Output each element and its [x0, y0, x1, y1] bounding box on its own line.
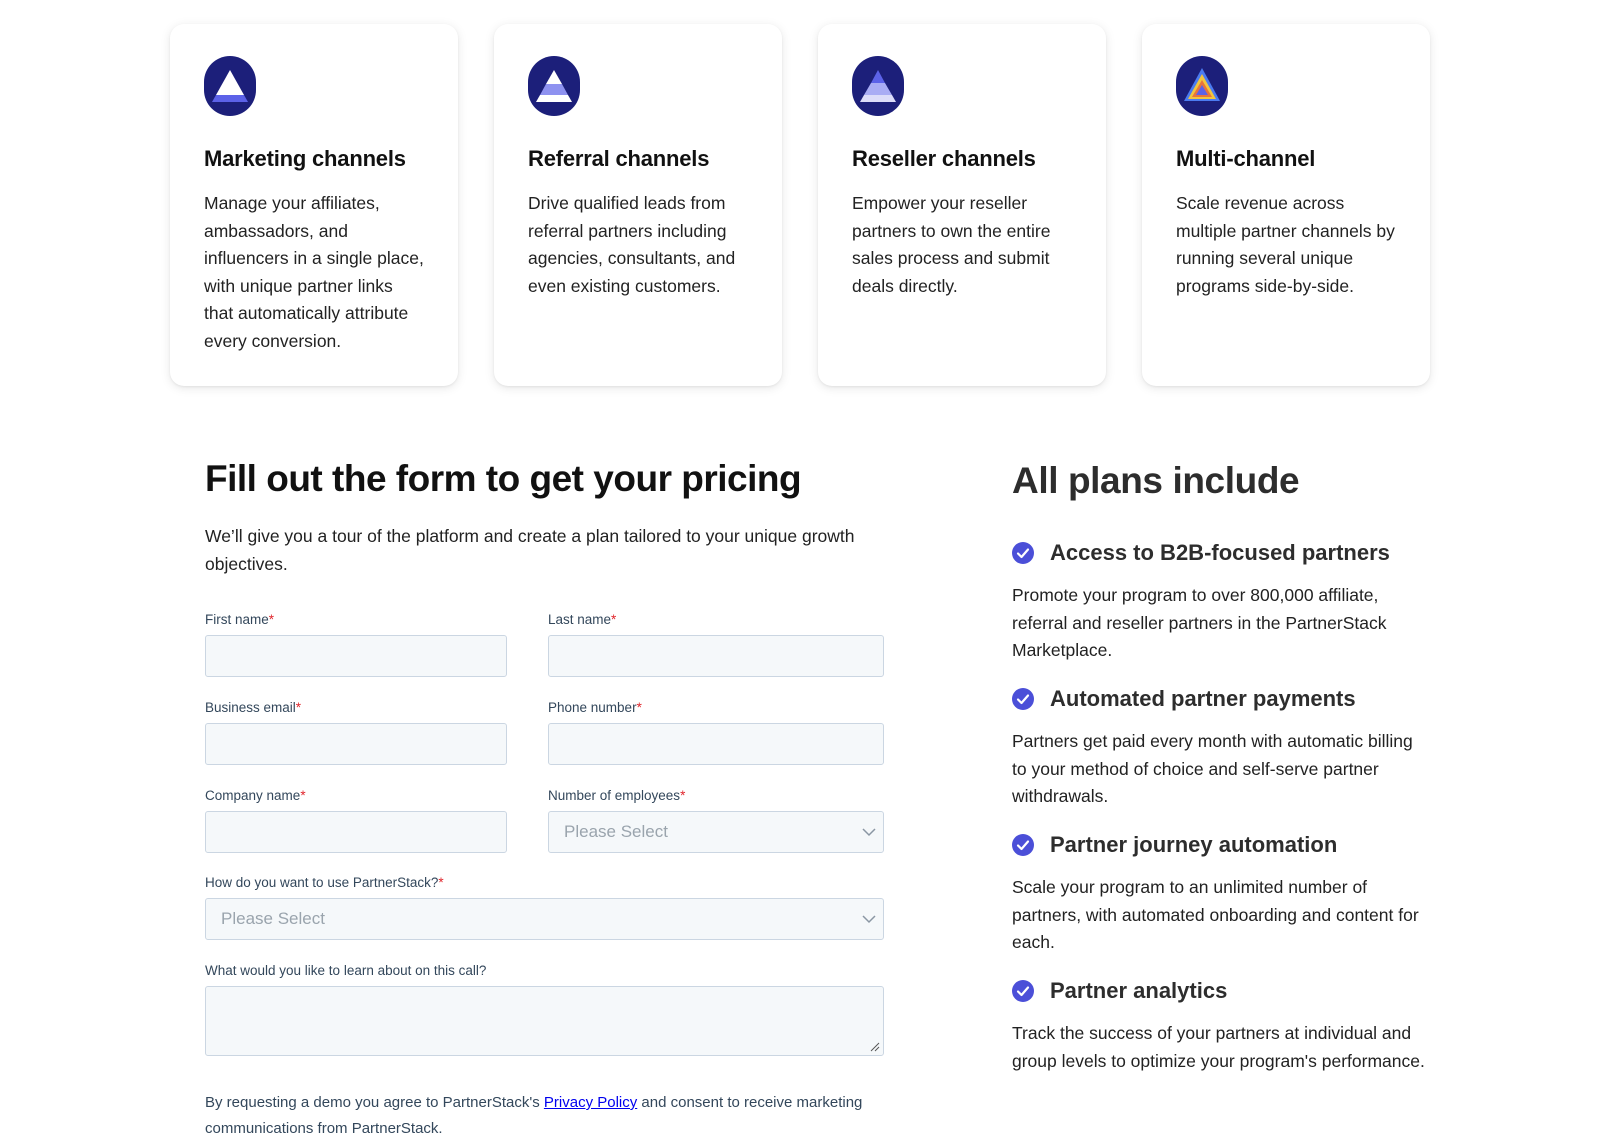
form-title: Fill out the form to get your pricing — [205, 458, 802, 499]
plan-feature — [1012, 540, 1432, 665]
check-circle-icon — [1012, 980, 1034, 1002]
plan-feature-title: Partner journey automation — [1050, 832, 1338, 857]
first-name-label: First name* — [205, 612, 275, 627]
resize-handle-icon[interactable] — [868, 1040, 880, 1052]
learn-about-label: What would you like to learn about on this call? — [205, 963, 487, 978]
plans-title: All plans include — [1012, 460, 1300, 501]
chevron-down-icon — [861, 824, 877, 840]
card-title: Multi-channel — [1176, 146, 1316, 171]
plan-feature-text: Scale your program to an unlimited number of partners, with automated onboarding and content for each. — [1012, 877, 1419, 952]
plan-feature — [1012, 832, 1432, 957]
company-name-input[interactable] — [205, 811, 507, 853]
use-placeholder: Please Select — [221, 909, 325, 928]
channel-cards — [170, 24, 1432, 386]
triangle-logo-icon — [528, 56, 580, 116]
last-name-label: Last name* — [548, 612, 617, 627]
phone-number-label: Phone number* — [548, 700, 642, 715]
first-name-input[interactable] — [205, 635, 507, 677]
plan-feature-title: Automated partner payments — [1050, 686, 1356, 711]
card-marketing-channels — [170, 24, 458, 386]
privacy-policy-link[interactable]: Privacy Policy — [543, 1094, 638, 1111]
card-text: Drive qualified leads from referral partners including agencies, consultants, and even existing customers. — [528, 193, 736, 296]
check-circle-icon — [1012, 834, 1034, 856]
all-plans-include — [1012, 458, 1432, 504]
employees-label: Number of employees* — [548, 788, 686, 803]
phone-number-input[interactable] — [548, 723, 884, 765]
plan-feature — [1012, 978, 1432, 1075]
multicolor-triangle-logo-icon — [1176, 56, 1228, 116]
check-circle-icon — [1012, 688, 1034, 710]
plan-feature-text: Partners get paid every month with automatic billing to your method of choice and self-serve partner withdrawals. — [1012, 731, 1413, 806]
plan-feature-text: Track the success of your partners at individual and group levels to optimize your program's performance. — [1012, 1023, 1425, 1071]
last-name-input[interactable] — [548, 635, 884, 677]
card-text: Empower your reseller partners to own the entire sales process and submit deals directly. — [852, 193, 1051, 296]
plan-feature — [1012, 686, 1432, 811]
pricing-form-section — [205, 456, 885, 578]
business-email-input[interactable] — [205, 723, 507, 765]
card-referral-channels — [494, 24, 782, 386]
use-partnerstack-select[interactable] — [205, 898, 884, 940]
employees-placeholder: Please Select — [564, 822, 668, 841]
chevron-down-icon — [861, 911, 877, 927]
form-intro: We’ll give you a tour of the platform and create a plan tailored to your unique growth objectives. — [205, 526, 855, 574]
card-text: Scale revenue across multiple partner channels by running several unique programs side-by-side. — [1176, 193, 1395, 296]
business-email-label: Business email* — [205, 700, 302, 715]
card-title: Reseller channels — [852, 146, 1036, 171]
employees-select[interactable] — [548, 811, 884, 853]
company-name-label: Company name* — [205, 788, 306, 803]
card-reseller-channels — [818, 24, 1106, 386]
triangle-logo-icon — [204, 56, 256, 116]
card-multi-channel — [1142, 24, 1430, 386]
plan-feature-text: Promote your program to over 800,000 affiliate, referral and reseller partners in the PartnerStack Marketplace. — [1012, 585, 1387, 660]
triangle-logo-icon — [852, 56, 904, 116]
card-title: Marketing channels — [204, 146, 406, 171]
check-circle-icon — [1012, 542, 1034, 564]
consent-text: By requesting a demo you agree to PartnerStack's Privacy Policy and consent to receive marketing communications from PartnerStack. — [205, 1094, 863, 1137]
learn-about-textarea[interactable] — [205, 986, 884, 1056]
plan-feature-title: Access to B2B-focused partners — [1050, 540, 1390, 565]
card-text: Manage your affiliates, ambassadors, and influencers in a single place, with unique partner links that automatically attribute every conversion. — [204, 193, 424, 351]
use-partnerstack-label: How do you want to use PartnerStack?* — [205, 875, 444, 890]
plan-feature-title: Partner analytics — [1050, 978, 1228, 1003]
card-title: Referral channels — [528, 146, 710, 171]
